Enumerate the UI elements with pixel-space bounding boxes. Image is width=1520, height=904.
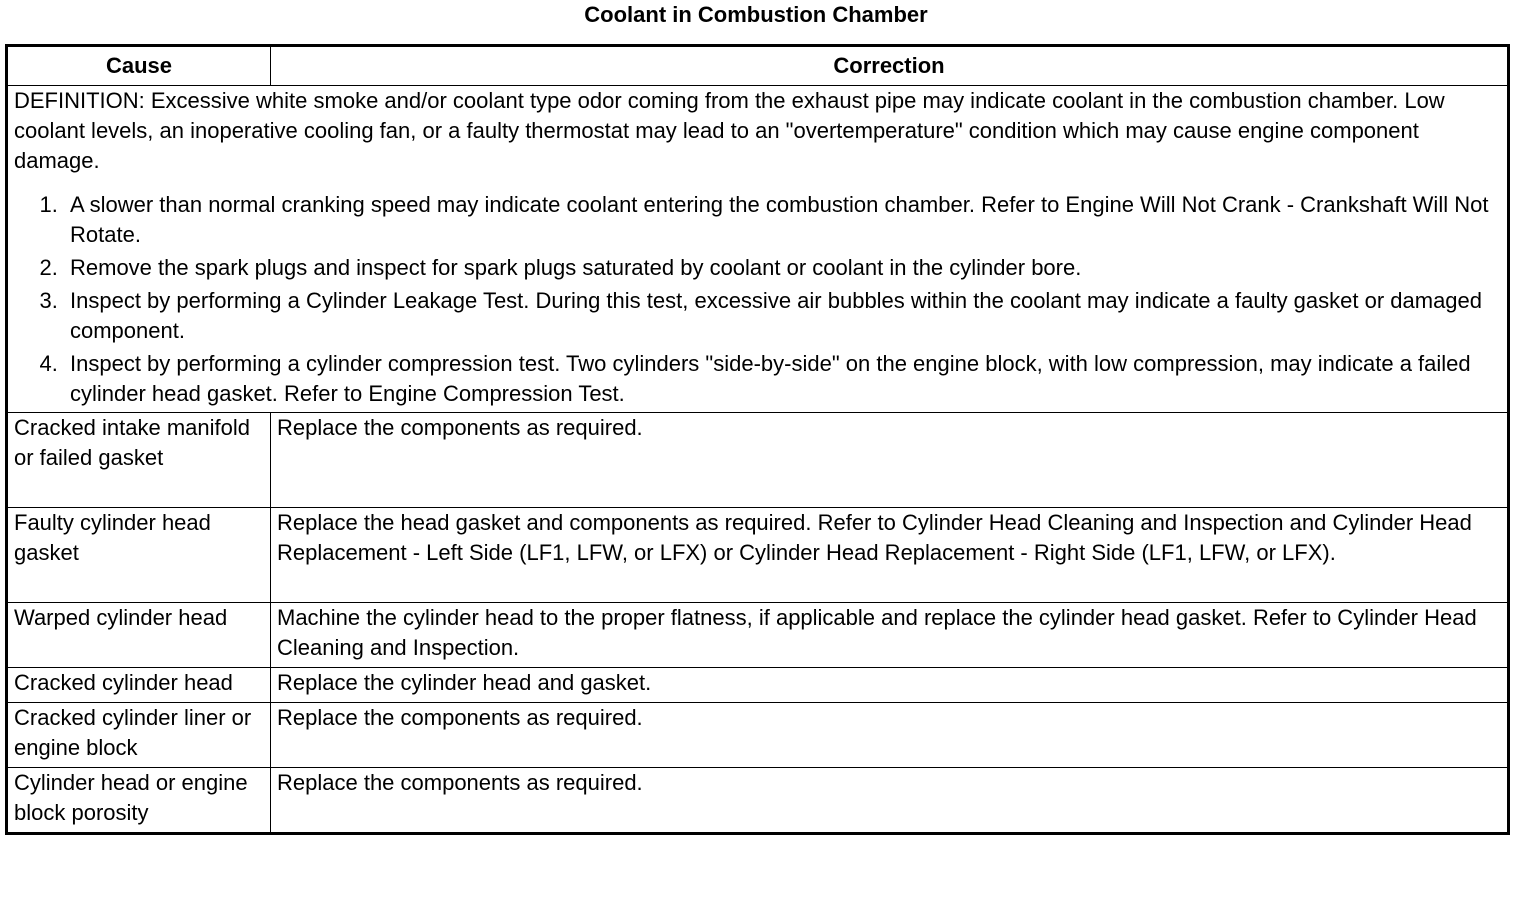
cause-cell: Cracked cylinder liner or engine block	[7, 703, 271, 768]
cause-cell: Faulty cylinder head gasket	[7, 508, 271, 603]
step-item: 1. A slower than normal cranking speed may indicate coolant entering the combustion chamber. Refer to Engine Will Not Crank - Crankshaft Will Not Rotate.	[64, 190, 1501, 250]
page-title: Coolant in Combustion Chamber	[584, 2, 928, 27]
diagnostic-table	[5, 44, 1510, 835]
table-row	[7, 703, 1509, 768]
step-item: 2. Remove the spark plugs and inspect for spark plugs saturated by coolant or coolant in the cylinder bore.	[64, 253, 1501, 283]
header-correction: Correction	[271, 46, 1509, 86]
table-row	[7, 668, 1509, 703]
table-row	[7, 413, 1509, 508]
table-row	[7, 508, 1509, 603]
step-item: 4. Inspect by performing a cylinder compression test. Two cylinders "side-by-side" on the engine block, with low compression, may indicate a failed cylinder head gasket. Refer to Engine Compression Test.	[64, 349, 1501, 409]
correction-cell: Replace the components as required.	[271, 413, 1509, 508]
definition-row	[7, 86, 1509, 413]
table-row	[7, 768, 1509, 834]
correction-cell: Replace the head gasket and components as required. Refer to Cylinder Head Cleaning and Inspection and Cylinder Head Replacement - Left Side (LF1, LFW, or LFX) or Cylinder Head Replacement - Right Side (LF1, LFW, or LFX).	[271, 508, 1509, 603]
cause-cell: Warped cylinder head	[7, 603, 271, 668]
correction-cell: Replace the components as required.	[271, 703, 1509, 768]
cause-cell: Cracked cylinder head	[7, 668, 271, 703]
cause-cell: Cylinder head or engine block porosity	[7, 768, 271, 834]
table-row	[7, 603, 1509, 668]
steps-list	[14, 190, 1501, 409]
header-row	[7, 46, 1509, 86]
step-item: 3. Inspect by performing a Cylinder Leakage Test. During this test, excessive air bubbles within the coolant may indicate a faulty gasket or damaged component.	[64, 286, 1501, 346]
cause-cell: Cracked intake manifold or failed gasket	[7, 413, 271, 508]
definition-text: DEFINITION: Excessive white smoke and/or coolant type odor coming from the exhaust pipe may indicate coolant in the combustion chamber. Low coolant levels, an inoperative cooling fan, or a faulty thermostat may lead to an "overtemperature" condition which may cause engine component damage.	[14, 88, 1445, 173]
correction-cell: Replace the components as required.	[271, 768, 1509, 834]
header-cause: Cause	[7, 46, 271, 86]
correction-cell: Machine the cylinder head to the proper flatness, if applicable and replace the cylinder head gasket. Refer to Cylinder Head Cleaning and Inspection.	[271, 603, 1509, 668]
correction-cell: Replace the cylinder head and gasket.	[271, 668, 1509, 703]
definition-cell	[7, 86, 1509, 413]
